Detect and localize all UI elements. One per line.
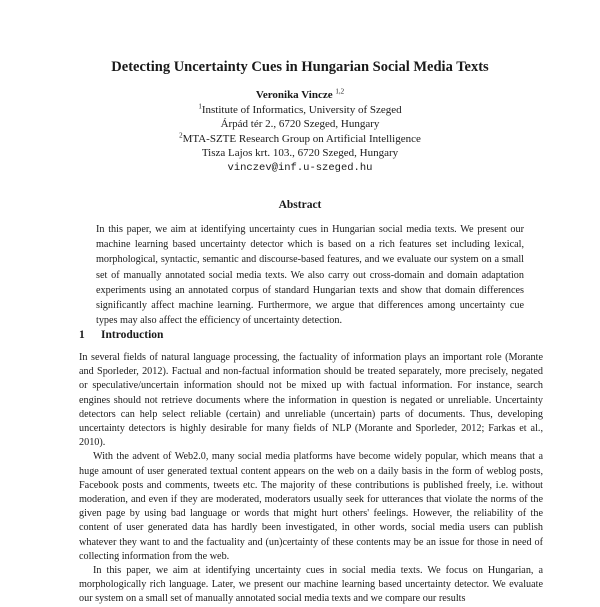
author-name: Veronika Vincze (255, 89, 333, 101)
section-body (79, 351, 543, 607)
affiliation-2-sup: 2 (179, 130, 183, 139)
affiliation-1-sup: 1 (198, 101, 202, 110)
section-heading (79, 329, 163, 341)
author-affiliation-marks: 1,2 (335, 87, 345, 96)
paper-title: Detecting Uncertainty Cues in Hungarian Social Media Texts (111, 59, 489, 75)
section-title: Introduction (101, 329, 164, 341)
author-block (0, 88, 600, 175)
abstract-heading: Abstract (278, 199, 322, 211)
affiliation-2-address: Tisza Lajos krt. 103., 6720 Szeged, Hungary (201, 147, 399, 159)
affiliation-1-address: Árpád tér 2., 6720 Szeged, Hungary (220, 118, 380, 130)
author-email: vinczev@inf.u-szeged.hu (227, 161, 373, 174)
author-line (0, 88, 600, 103)
body-paragraph: In several fields of natural language processing, the factuality of information plays an important role (Morante and Sporleder, 2012). Factual and non-factual information should be treated separately, more precisely, negated or speculative/uncertain information should not be mixed up with factual information. For instance, search engines should not retrieve documents where the information in question is negated or unreliable. Uncertainty detectors can help select reliable (certain) and unreliable (uncertain) parts of documents. Thus, developing uncertainty detectors is highly desirable for many fields of NLP (Morante and Sporleder, 2012; Farkas et al., 2010). (79, 352, 543, 449)
affiliation-2-line1 (0, 132, 600, 147)
abstract-text: In this paper, we aim at identifying uncertainty cues in Hungarian social media texts. We present our machine learning based uncertainty detector which is based on a rich features set including lexical, morphological, syntactic, semantic and discourse-based features, and we evaluate our system on a small set of manually annotated social media texts. We also carry out cross-domain and domain adaptation experiments using an annotated corpus of standard Hungarian texts and show that domain differences significantly affect machine learning. Furthermore, we argue that differences among uncertainty cue types may also affect the efficiency of uncertainty detection. (96, 224, 524, 327)
body-paragraph: In this paper, we aim at identifying uncertainty cues in social media texts. We focus on Hungarian, a morphologically rich language. Later, we present our machine learning based uncertainty detector. We evaluate our system on a small set of manually annotated social media texts and we compare our results (79, 565, 543, 605)
affiliation-1-name: Institute of Informatics, University of Szeged (201, 103, 402, 116)
affiliation-1-line1 (0, 103, 600, 118)
body-paragraph: With the advent of Web2.0, many social media platforms have become widely popular, which means that a huge amount of user generated textual content appears on the web on a daily basis in the form of weblog posts, Facebook posts and comments, tweets etc. The majority of these contributions is published freely, i.e. without moderation, and even if they are moderated, moderators usually seek for utterances that violate the norms of the given page by using bad language or words that might hurt others' feelings. However, the reliability of the content of user generated data has hardly been investigated, in other words, social media users can publish whatever they want to and the factuality and (un)certainty of these contents may be an issue for those in need of collecting information from the web. (79, 451, 543, 562)
affiliation-2-name: MTA-SZTE Research Group on Artificial Intelligence (182, 132, 421, 145)
section-number: 1 (79, 329, 85, 341)
